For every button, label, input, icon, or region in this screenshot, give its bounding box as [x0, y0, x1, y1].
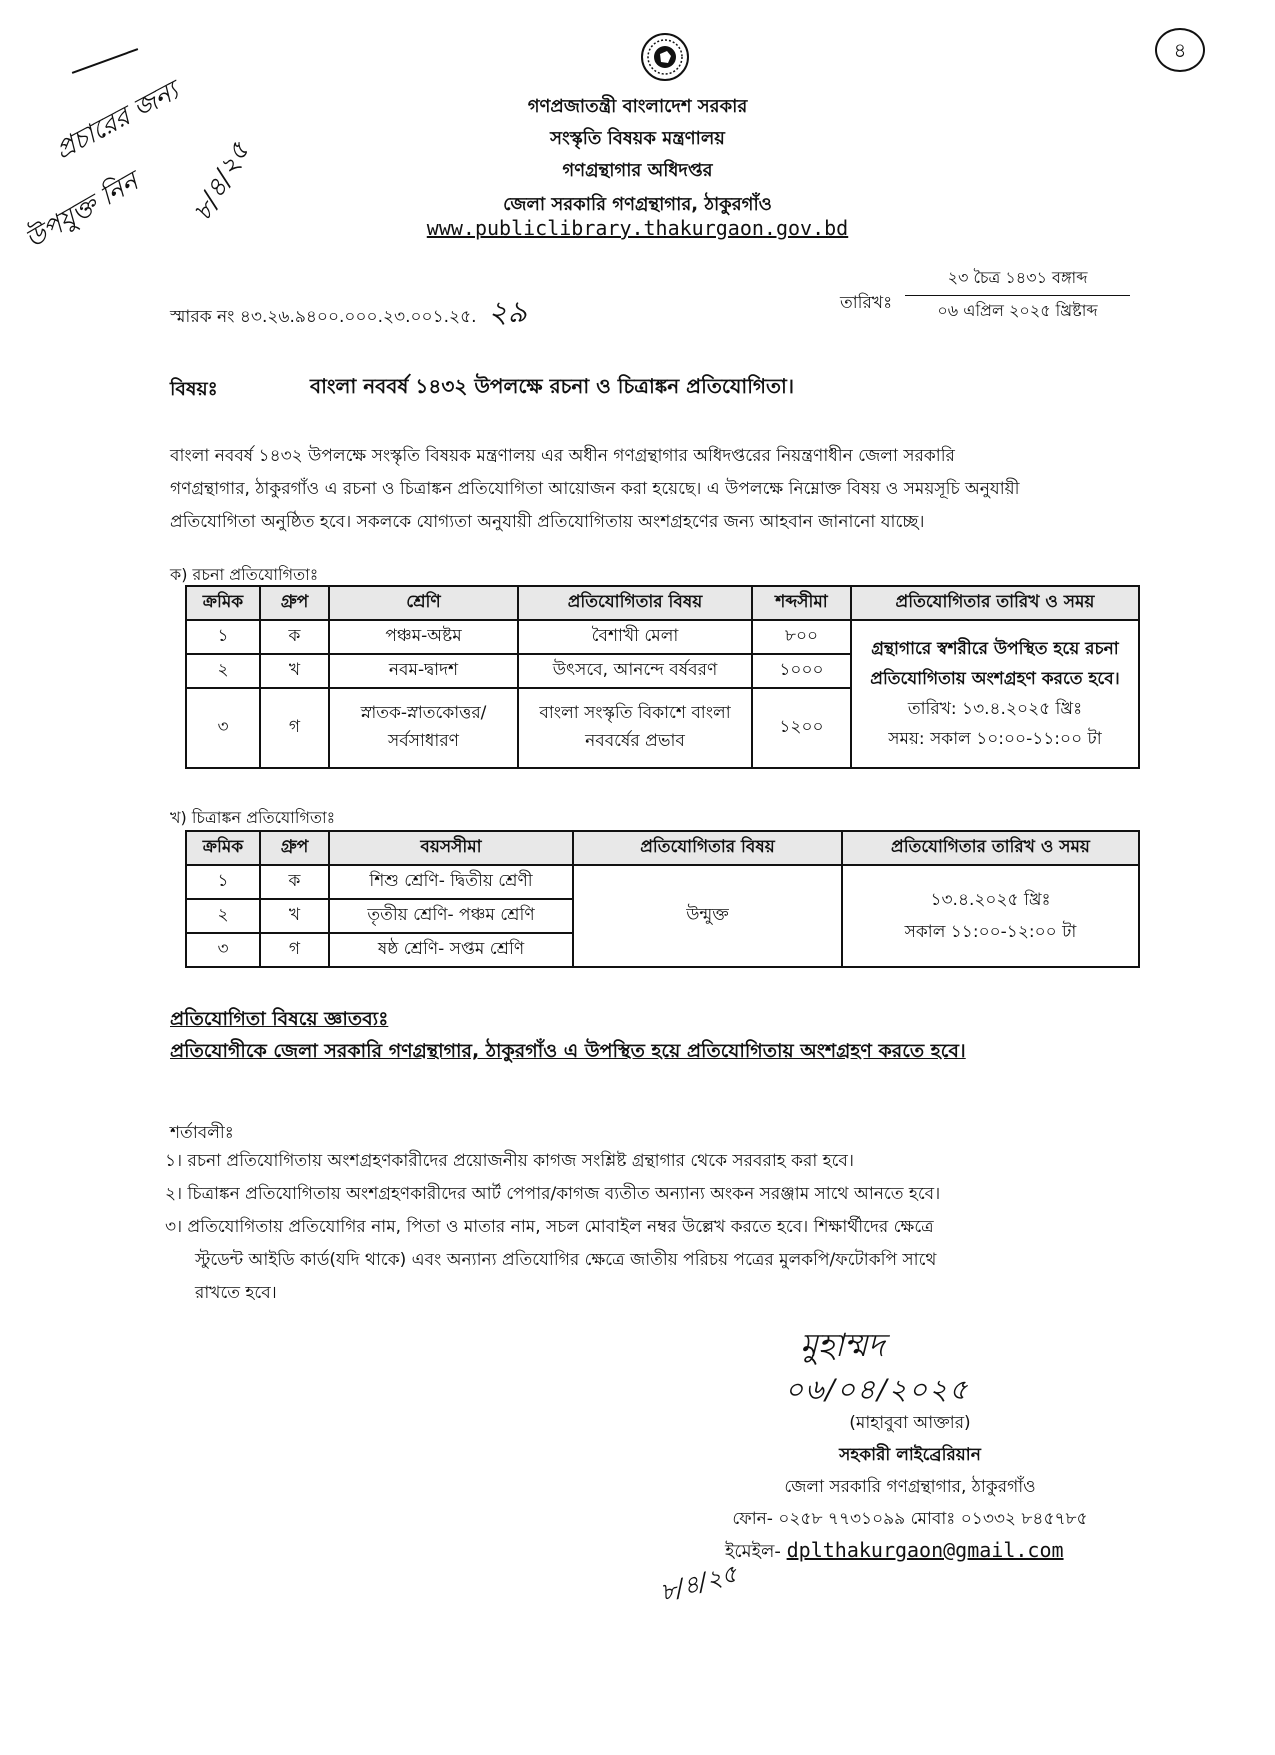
memo-label: স্মারক নং ৪৩.২৬.৯৪০০.০০০.২৩.০০১.২৫. [170, 307, 477, 327]
essay-heading: ক) রচনা প্রতিযোগিতাঃ [170, 565, 319, 584]
terms-item-continuation: স্টুডেন্ট আইডি কার্ড(যদি থাকে) এবং অন্যান্য প্রতিযোগির ক্ষেত্রে জাতীয় পরিচয় পত্রের মুলকপি/ফটোকপি সাথে [195, 1250, 937, 1270]
table-cell: ৮০০ [752, 620, 851, 654]
essay-col-group: গ্রুপ [260, 586, 329, 620]
table-cell: ১০০০ [752, 654, 851, 688]
drawing-schedule-time: সকাল ১১:০০-১২:০০ টা [904, 922, 1077, 942]
table-cell: বাংলা সংস্কৃতি বিকাশে বাংলা নববর্ষের প্রভাব [518, 688, 752, 768]
table-cell: ৩ [186, 933, 260, 967]
body-line: প্রতিযোগিতা অনুষ্ঠিত হবে। সকলকে যোগ্যতা অনুযায়ী প্রতিযোগিতায় অংশগ্রহণের জন্য আহবান জানানো যাচ্ছে। [170, 512, 925, 532]
drawing-col-group: গ্রুপ [260, 831, 329, 865]
subject-text: বাংলা নববর্ষ ১৪৩২ উপলক্ষে রচনা ও চিত্রাঙ্কন প্রতিযোগিতা। [310, 374, 794, 398]
essay-header-row [186, 586, 1139, 620]
essay-col-class: শ্রেণি [329, 586, 518, 620]
header-directorate: গণগ্রন্থাগার অধিদপ্তর [562, 160, 713, 181]
notice-text: প্রতিযোগীকে জেলা সরকারি গণগ্রন্থাগার, ঠাকুরগাঁও এ উপস্থিত হয়ে প্রতিযোগিতায় অংশগ্রহণ করতে হবে। [170, 1040, 966, 1062]
terms-item: ২। চিত্রাঙ্কন প্রতিযোগিতায় অংশগ্রহণকারীদের আর্ট পেপার/কাগজ ব্যতীত অন্যান্য অংকন সরঞ্জাম সাথে আনতে হবে। [165, 1184, 941, 1204]
table-cell: ১ [186, 865, 260, 899]
handwritten-line: ৮/৪/২৫ [187, 137, 256, 226]
date-english: ০৬ এপ্রিল ২০২৫ খ্রিষ্টাব্দ [937, 301, 1098, 320]
terms-heading: শর্তাবলীঃ [170, 1123, 234, 1143]
signatory-office: জেলা সরকারি গণগ্রন্থাগার, ঠাকুরগাঁও [784, 1477, 1036, 1497]
table-cell: ১ [186, 620, 260, 654]
table-cell: বৈশাখী মেলা [518, 620, 752, 654]
terms-item-continuation: রাখতে হবে। [195, 1283, 277, 1303]
subject-label: বিষয়ঃ [170, 378, 218, 400]
email-address[interactable]: dplthakurgaon@gmail.com [786, 1538, 1064, 1562]
header-ministry: সংস্কৃতি বিষয়ক মন্ত্রণালয় [550, 128, 725, 149]
signatory-name: (মাহাবুবা আক্তার) [849, 1413, 971, 1433]
handwritten-line: উপযুক্ত নিন [20, 166, 144, 256]
memo-number [170, 288, 527, 339]
table-cell: পঞ্চম-অষ্টম [329, 620, 518, 654]
body-line: বাংলা নববর্ষ ১৪৩২ উপলক্ষে সংস্কৃতি বিষয়ক মন্ত্রণালয় এর অধীন গণগ্রন্থাগার অধিদপ্তরের নিয়ন্ত্রণাধীন জেলা সরকারি [170, 446, 955, 466]
table-cell: গ [260, 933, 329, 967]
handwritten-line: প্রচারের জন্য [50, 76, 184, 166]
drawing-heading: খ) চিত্রাঙ্কন প্রতিযোগিতাঃ [170, 808, 336, 827]
table-cell: খ [260, 899, 329, 933]
date-label: তারিখঃ [840, 293, 893, 313]
table-cell: ৩ [186, 688, 260, 768]
essay-col-serial: ক্রমিক [186, 586, 260, 620]
notice-heading: প্রতিযোগিতা বিষয়ে জ্ঞাতব্যঃ [170, 1008, 389, 1030]
essay-schedule-date: তারিখ: ১৩.৪.২০২৫ খ্রিঃ [907, 699, 1083, 719]
signature-hand-date: ০৬/০৪/২০২৫ [785, 1373, 970, 1406]
essay-schedule-time: সময়: সকাল ১০:০০-১১:০০ টা [888, 729, 1102, 749]
essay-schedule-instruction: গ্রন্থাগারে স্বশরীরে উপস্থিত হয়ে রচনা প্রতিযোগিতায় অংশগ্রহণ করতে হবে। [870, 639, 1120, 689]
table-cell: উৎসবে, আনন্দে বর্ষবরণ [518, 654, 752, 688]
memo-hand-number: ২৯ [487, 295, 527, 330]
table-cell: ২ [186, 899, 260, 933]
table-cell: নবম-দ্বাদশ [329, 654, 518, 688]
email-label: ইমেইল- [725, 1541, 781, 1562]
body-line: গণগ্রন্থাগার, ঠাকুরগাঁও এ রচনা ও চিত্রাঙ্কন প্রতিযোগিতা আয়োজন করা হয়েছে। এ উপলক্ষে নিম্নোক্ত বিষয় ও সময়সূচি অনুযায়ী [170, 479, 1020, 499]
drawing-schedule-date: ১৩.৪.২০২৫ খ্রিঃ [930, 890, 1051, 910]
essay-col-schedule: প্রতিযোগিতার তারিখ ও সময় [851, 586, 1139, 620]
drawing-col-topic: প্রতিযোগিতার বিষয় [573, 831, 842, 865]
signatory-designation: সহকারী লাইব্রেরিয়ান [839, 1445, 981, 1465]
table-cell: শিশু শ্রেণি- দ্বিতীয় শ্রেণী [329, 865, 573, 899]
table-cell: ক [260, 865, 329, 899]
drawing-col-serial: ক্রমিক [186, 831, 260, 865]
essay-col-topic: প্রতিযোগিতার বিষয় [518, 586, 752, 620]
table-cell: স্নাতক-স্নাতকোত্তর/ সর্বসাধারণ [329, 688, 518, 768]
signatory-email [725, 1537, 1064, 1568]
table-cell: ২ [186, 654, 260, 688]
government-seal [640, 32, 690, 82]
drawing-schedule-cell [842, 865, 1139, 967]
header-office: জেলা সরকারি গণগ্রন্থাগার, ঠাকুরগাঁও [503, 194, 772, 215]
essay-table [185, 585, 1140, 769]
terms-item: ১। রচনা প্রতিযোগিতায় অংশগ্রহণকারীদের প্রয়োজনীয় কাগজ সংশ্লিষ্ট গ্রন্থাগার থেকে সরবরাহ করা হবে। [165, 1151, 854, 1171]
signatory-phone: ফোন- ০২৫৮ ৭৭৩১০৯৯ মোবাঃ ০১৩৩২ ৮৪৫৭৮৫ [732, 1509, 1088, 1529]
table-cell: তৃতীয় শ্রেণি- পঞ্চম শ্রেণি [329, 899, 573, 933]
drawing-col-schedule: প্রতিযোগিতার তারিখ ও সময় [842, 831, 1139, 865]
header-website[interactable]: www.publiclibrary.thakurgaon.gov.bd [426, 216, 849, 240]
table-cell: গ [260, 688, 329, 768]
signature-hand: মুহাম্মদ [800, 1326, 885, 1364]
header-government: গণপ্রজাতন্ত্রী বাংলাদেশ সরকার [527, 96, 748, 117]
drawing-table [185, 830, 1140, 968]
table-cell: ক [260, 620, 329, 654]
drawing-col-age: বয়সসীমা [329, 831, 573, 865]
handwritten-stroke [72, 48, 138, 74]
terms-item: ৩। প্রতিযোগিতায় প্রতিযোগির নাম, পিতা ও মাতার নাম, সচল মোবাইল নম্বর উল্লেখ করতে হবে। শিক্ষার্থীদের ক্ষেত্রে [165, 1217, 934, 1237]
table-row [186, 865, 1139, 899]
essay-col-wordlimit: শব্দসীমা [752, 586, 851, 620]
terms-list [165, 1145, 1165, 1310]
table-row [186, 620, 1139, 654]
page-number: ৪ [1155, 28, 1205, 72]
hand-initial: ৮/৪/২৫ [657, 1559, 741, 1607]
drawing-header-row [186, 831, 1139, 865]
table-cell: ১২০০ [752, 688, 851, 768]
table-cell: খ [260, 654, 329, 688]
date-bangla: ২৩ চৈত্র ১৪৩১ বঙ্গাব্দ [905, 265, 1130, 296]
body-paragraph [170, 440, 1160, 539]
essay-schedule-cell [851, 620, 1139, 768]
table-cell: ষষ্ঠ শ্রেণি- সপ্তম শ্রেণি [329, 933, 573, 967]
drawing-topic-cell: উন্মুক্ত [573, 865, 842, 967]
